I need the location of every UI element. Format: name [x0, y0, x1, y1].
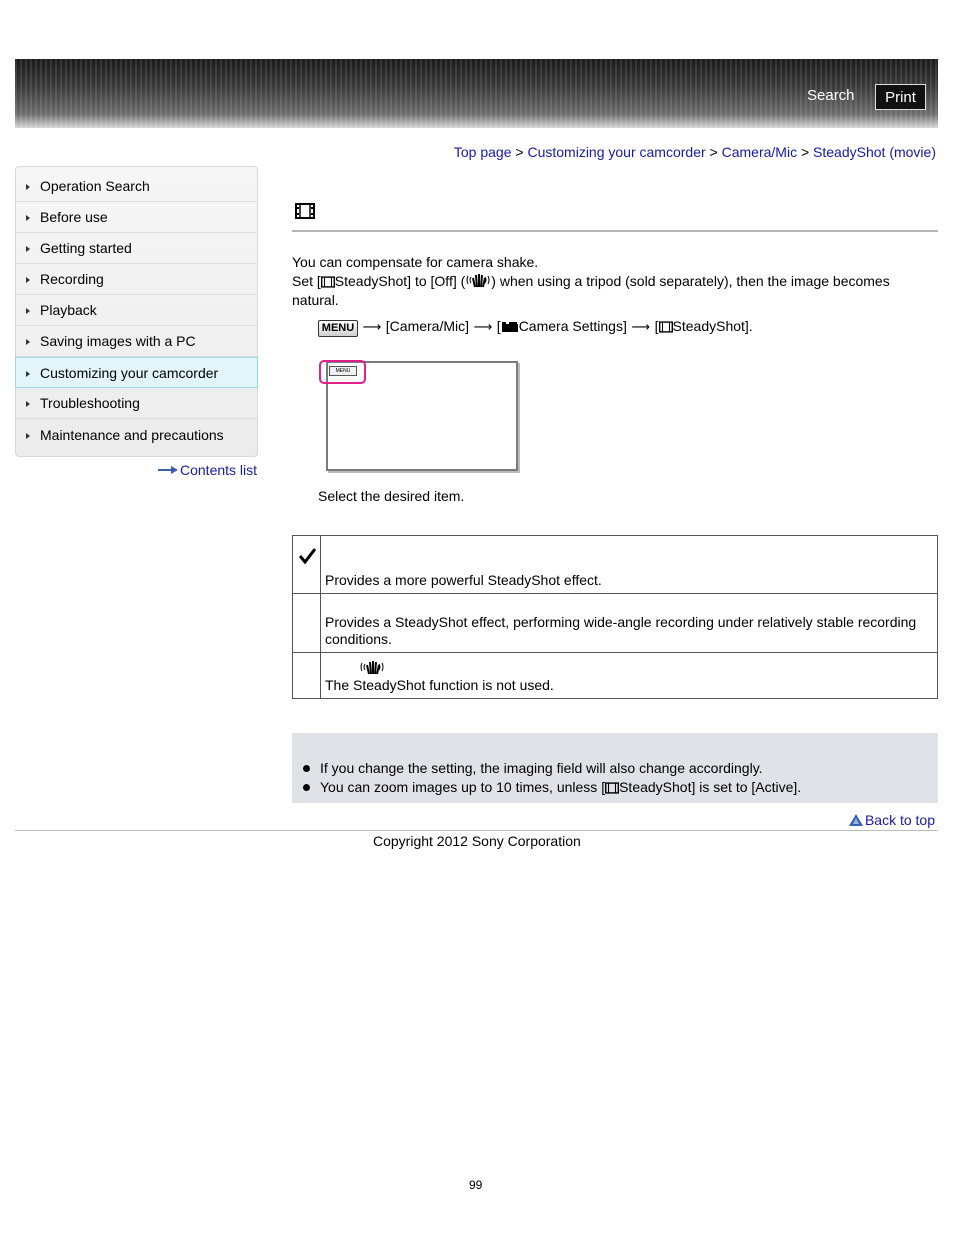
intro-text: You can compensate for camera shake. — [292, 254, 539, 270]
arrow-right-icon: ⟶ — [473, 319, 493, 334]
breadcrumb-separator: > — [709, 144, 718, 160]
breadcrumb-steadyshot[interactable]: SteadyShot (movie) — [813, 144, 936, 160]
contents-list-label: Contents list — [180, 462, 258, 478]
steadyshot-off-hand-icon — [357, 659, 387, 675]
option-mark-cell — [293, 594, 321, 653]
movie-film-icon — [659, 321, 673, 333]
back-to-top-link[interactable] — [849, 812, 935, 828]
sidebar-item-label: Operation Search — [40, 178, 150, 194]
triangle-right-icon — [26, 308, 30, 314]
triangle-right-icon — [26, 401, 30, 407]
header-bar — [15, 59, 938, 128]
sidebar-item-saving-images[interactable] — [16, 326, 257, 357]
breadcrumb-separator: > — [800, 144, 810, 160]
arrow-right-icon — [158, 466, 178, 474]
notes-box — [292, 733, 938, 803]
contents-list-link[interactable] — [158, 462, 257, 478]
select-instruction: Select the desired item. — [318, 488, 465, 504]
intro-text-part: SteadyShot] to [Off] ( — [334, 273, 466, 289]
print-button[interactable]: Print — [875, 84, 926, 110]
sidebar-nav — [15, 166, 258, 457]
sidebar-item-troubleshooting[interactable] — [16, 388, 257, 419]
breadcrumb — [454, 144, 936, 160]
search-link[interactable]: Search — [807, 87, 855, 104]
step-steadyshot: SteadyShot]. — [672, 318, 753, 334]
intro-instruction — [292, 272, 938, 290]
menu-button-icon: MENU — [318, 320, 358, 337]
movie-film-icon — [321, 276, 335, 288]
note-text: If you change the setting, the imaging field will also change accordingly. — [320, 760, 763, 776]
list-item — [302, 759, 801, 778]
option-off-cell — [321, 653, 938, 699]
intro-text-part: ) when using a tripod (sold separately), then the image becomes — [491, 273, 890, 289]
sidebar-item-label: Saving images with a PC — [40, 333, 196, 349]
triangle-right-icon — [26, 215, 30, 221]
page-number: 99 — [469, 1178, 483, 1192]
intro-text-part: Set [ — [292, 273, 321, 289]
arrow-right-icon: ⟶ — [631, 319, 651, 334]
menu-highlight-frame — [319, 360, 366, 384]
option-description: Provides a SteadyShot effect, performing wide-angle recording under relatively stable recording conditions. — [321, 594, 938, 653]
back-to-top-label: Back to top — [864, 812, 935, 828]
steadyshot-off-hand-icon — [465, 272, 491, 288]
menu-path-step — [318, 317, 753, 337]
triangle-right-icon — [26, 433, 30, 439]
sidebar-item-maintenance[interactable] — [16, 419, 257, 450]
camera-settings-icon — [501, 321, 519, 333]
step-bracket: [ — [654, 318, 659, 334]
bullet-icon — [303, 765, 310, 772]
step-camera-mic: [Camera/Mic] — [385, 318, 470, 334]
triangle-right-icon — [26, 277, 30, 283]
breadcrumb-separator: > — [515, 144, 524, 160]
triangle-right-icon — [26, 184, 30, 190]
sidebar-item-label: Customizing your camcorder — [40, 364, 219, 381]
bullet-icon — [303, 784, 310, 791]
sidebar-item-label: Playback — [40, 302, 97, 318]
checkmark-icon — [299, 548, 316, 564]
triangle-right-icon — [26, 371, 30, 377]
footer-divider — [15, 830, 938, 831]
option-mark-cell — [293, 653, 321, 699]
list-item — [302, 778, 801, 797]
sidebar-item-label: Maintenance and precautions — [40, 426, 224, 443]
sidebar-item-label: Getting started — [40, 240, 132, 256]
title-divider — [292, 230, 938, 232]
step-bracket: [ — [496, 318, 501, 334]
notes-list — [302, 759, 801, 797]
step-camera-settings: Camera Settings] — [518, 318, 627, 334]
copyright-text: Copyright 2012 Sony Corporation — [373, 833, 581, 849]
screen-menu-icon: MENU — [329, 366, 357, 376]
arrow-right-icon: ⟶ — [362, 319, 382, 334]
sidebar-item-label: Before use — [40, 209, 108, 225]
breadcrumb-camera-mic[interactable]: Camera/Mic — [721, 144, 798, 160]
breadcrumb-top-page[interactable]: Top page — [453, 144, 512, 160]
sidebar-item-getting-started[interactable] — [16, 233, 257, 264]
sidebar-item-operation-search[interactable] — [16, 171, 257, 202]
option-description: Provides a more powerful SteadyShot effect. — [321, 536, 938, 594]
table-row — [293, 594, 938, 653]
triangle-right-icon — [26, 339, 30, 345]
note-text: You can zoom images up to 10 times, unless [ — [320, 779, 606, 795]
sidebar-item-playback[interactable] — [16, 295, 257, 326]
movie-film-icon — [605, 782, 619, 794]
sidebar-item-label: Recording — [40, 271, 104, 287]
option-mark-cell — [293, 536, 321, 594]
triangle-right-icon — [26, 246, 30, 252]
movie-film-icon — [295, 203, 315, 219]
table-row — [293, 653, 938, 699]
sidebar-item-before-use[interactable] — [16, 202, 257, 233]
note-text: SteadyShot] is set to [Active]. — [619, 779, 802, 795]
option-description: The SteadyShot function is not used. — [325, 677, 554, 693]
sidebar-item-recording[interactable] — [16, 264, 257, 295]
triangle-up-icon — [849, 814, 863, 826]
sidebar-item-customizing[interactable] — [15, 357, 258, 388]
intro-text: natural. — [292, 292, 339, 308]
sidebar-item-label: Troubleshooting — [40, 395, 140, 411]
breadcrumb-customizing[interactable]: Customizing your camcorder — [527, 144, 706, 160]
options-table — [292, 535, 938, 699]
table-row — [293, 536, 938, 594]
